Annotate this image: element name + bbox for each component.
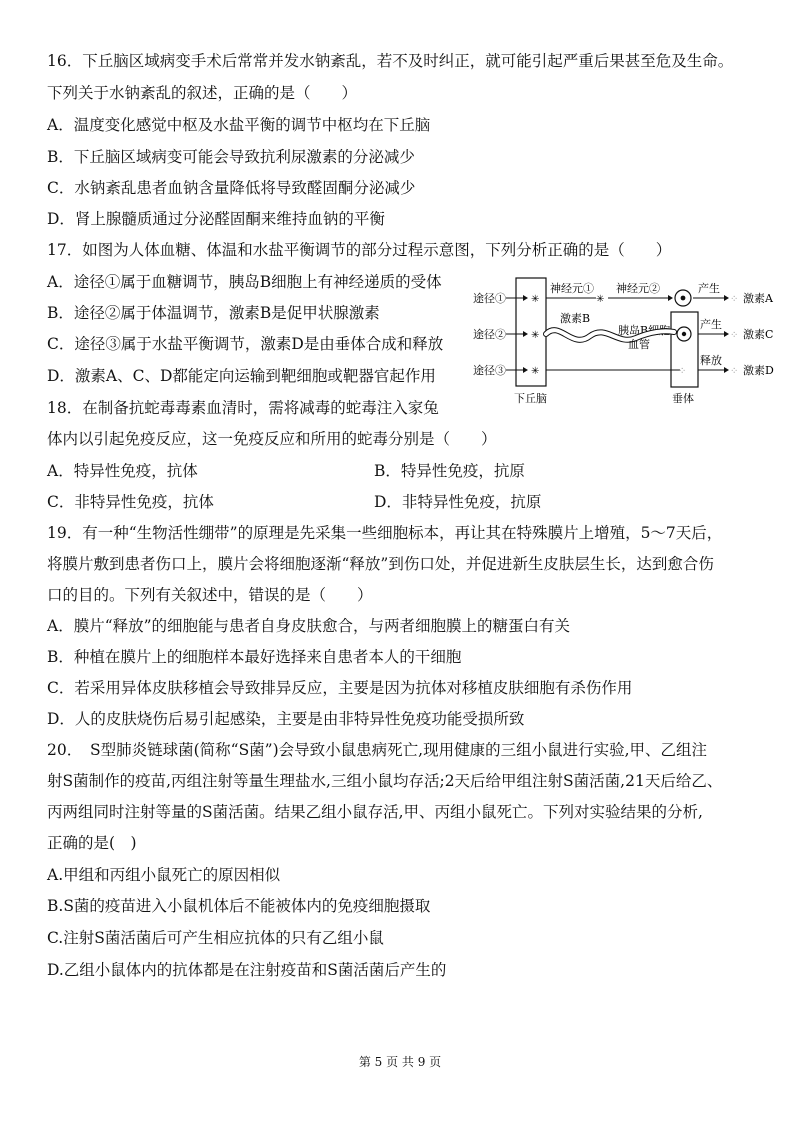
q17-option-a: A．途径①属于血糖调节，胰岛B细胞上有神经递质的受体 bbox=[47, 273, 442, 291]
islet-cell-nucleus bbox=[681, 296, 686, 301]
produce1-arrowhead bbox=[724, 295, 729, 301]
q16-stem-line1: 16．下丘脑区域病变手术后常常并发水钠紊乱，若不及时纠正，就可能引起严重后果甚至危及生命。 bbox=[47, 52, 734, 70]
q20-option-d: D.乙组小鼠体内的抗体都是在注射疫苗和S菌活菌后产生的 bbox=[47, 961, 447, 979]
neuron2-label: 神经元② bbox=[616, 282, 660, 295]
q19-stem-line3: 口的目的。下列有关叙述中，错误的是（ ） bbox=[47, 586, 373, 604]
hormoneB-label: 激素B bbox=[560, 312, 591, 325]
q20-stem-line3: 丙两组同时注射等量的S菌活菌。结果乙组小鼠存活,甲、丙组小鼠死亡。下列对实验结果的分析, bbox=[47, 803, 703, 821]
vessel-label: 血管 bbox=[628, 338, 650, 351]
q18-stem-line1: 18．在制备抗蛇毒毒素血清时，需将减毒的蛇毒注入家兔 bbox=[47, 399, 439, 417]
neuron-cell-1: ✳ bbox=[531, 294, 540, 305]
pituitary-label: 垂体 bbox=[672, 392, 694, 405]
q20-option-c: C.注射S菌活菌后可产生相应抗体的只有乙组小鼠 bbox=[47, 929, 384, 947]
q19-stem-line2: 将膜片敷到患者伤口上，膜片会将细胞逐渐“释放”到伤口处，并促进新生皮肤层生长，达到愈合伤 bbox=[47, 555, 714, 573]
produce2-label: 产生 bbox=[700, 318, 722, 331]
hypothalamus-label: 下丘脑 bbox=[514, 392, 547, 405]
q20-option-a: A.甲组和丙组小鼠死亡的原因相似 bbox=[47, 866, 281, 884]
release-label: 释放 bbox=[700, 354, 722, 367]
page-footer: 第 5 页 共 9 页 bbox=[358, 1055, 442, 1069]
q16-option-b: B．下丘脑区域病变可能会导致抗利尿激素的分泌减少 bbox=[47, 148, 415, 166]
path3-label: 途径③ bbox=[473, 364, 506, 377]
q18-option-c: C．非特异性免疫，抗体 bbox=[47, 493, 214, 511]
q17-option-b: B．途径②属于体温调节，激素B是促甲状腺激素 bbox=[47, 304, 380, 322]
q20-stem-line4: 正确的是( ) bbox=[47, 834, 137, 852]
route3-terminal: ⁘ bbox=[678, 366, 687, 377]
synapse-1: ✳ bbox=[596, 294, 605, 305]
q20-stem-line1: 20． S型肺炎链球菌(简称“S菌”)会导致小鼠患病死亡,现用健康的三组小鼠进行实验,甲、乙组注 bbox=[47, 741, 708, 759]
q17-option-d: D．激素A、C、D都能定向运输到靶细胞或靶器官起作用 bbox=[47, 367, 436, 385]
neuron-cell-3: ✳ bbox=[531, 366, 540, 377]
q20-option-b: B.S菌的疫苗进入小鼠机体后不能被体内的免疫细胞摄取 bbox=[47, 897, 431, 915]
path2-arrowhead bbox=[523, 331, 528, 337]
route1-arrowhead bbox=[668, 295, 673, 301]
q18-option-a: A．特异性免疫，抗体 bbox=[47, 462, 198, 480]
q17-regulation-diagram bbox=[468, 272, 788, 412]
q17-stem: 17．如图为人体血糖、体温和水盐平衡调节的部分过程示意图，下列分析正确的是（ ） bbox=[47, 241, 672, 259]
q16-option-d: D．肾上腺髓质通过分泌醛固酮来维持血钠的平衡 bbox=[47, 210, 385, 228]
q20-stem-line2: 射S菌制作的疫苗,丙组注射等量生理盐水,三组小鼠均存活;2天后给甲组注射S菌活菌,21天后给乙、 bbox=[47, 772, 723, 790]
islet-label: 胰岛B细胞 bbox=[618, 324, 671, 337]
q16-option-a: A．温度变化感觉中枢及水盐平衡的调节中枢均在下丘脑 bbox=[47, 116, 431, 134]
path2-label: 途径② bbox=[473, 328, 506, 341]
release-arrowhead bbox=[724, 367, 729, 373]
q18-stem-line2: 体内以引起免疫反应，这一免疫反应和所用的蛇毒分别是（ ） bbox=[47, 430, 497, 448]
q19-stem-line1: 19．有一种“生物活性绷带”的原理是先采集一些细胞标本，再让其在特殊膜片上增殖，5～7天后， bbox=[47, 524, 723, 542]
hormoneD-dots: ⁘ bbox=[730, 366, 739, 377]
q19-option-d: D．人的皮肤烧伤后易引起感染，主要是由非特异性免疫功能受损所致 bbox=[47, 710, 525, 728]
q19-option-a: A．膜片“释放”的细胞能与患者自身皮肤愈合，与两者细胞膜上的糖蛋白有关 bbox=[47, 617, 571, 635]
neuron-cell-2: ✳ bbox=[531, 330, 540, 341]
hormoneC-dots: ⁘ bbox=[730, 330, 739, 341]
path3-arrowhead bbox=[523, 367, 528, 373]
produce1-label: 产生 bbox=[698, 282, 720, 295]
pituitary-cell-nucleus bbox=[682, 332, 686, 336]
path1-label: 途径① bbox=[473, 292, 506, 305]
hormoneD-label: 激素D bbox=[743, 364, 774, 377]
hormoneC-label: 激素C bbox=[743, 328, 774, 341]
q16-stem-line2: 下列关于水钠紊乱的叙述，正确的是（ ） bbox=[47, 84, 358, 102]
q16-option-c: C．水钠紊乱患者血钠含量降低将导致醛固酮分泌减少 bbox=[47, 179, 416, 197]
q18-option-b: B．特异性免疫，抗原 bbox=[374, 462, 525, 480]
hormoneA-label: 激素A bbox=[743, 292, 773, 305]
produce2-arrowhead bbox=[724, 331, 729, 337]
q17-option-c: C．途径③属于水盐平衡调节，激素D是由垂体合成和释放 bbox=[47, 335, 444, 353]
q19-option-b: B．种植在膜片上的细胞样本最好选择来自患者本人的干细胞 bbox=[47, 648, 462, 666]
q19-option-c: C．若采用异体皮肤移植会导致排异反应，主要是因为抗体对移植皮肤细胞有杀伤作用 bbox=[47, 679, 633, 697]
hormoneA-dots: ⁘ bbox=[730, 294, 739, 305]
q18-option-d: D．非特异性免疫，抗原 bbox=[374, 493, 542, 511]
path1-arrowhead bbox=[523, 295, 528, 301]
neuron1-label: 神经元① bbox=[550, 282, 594, 295]
